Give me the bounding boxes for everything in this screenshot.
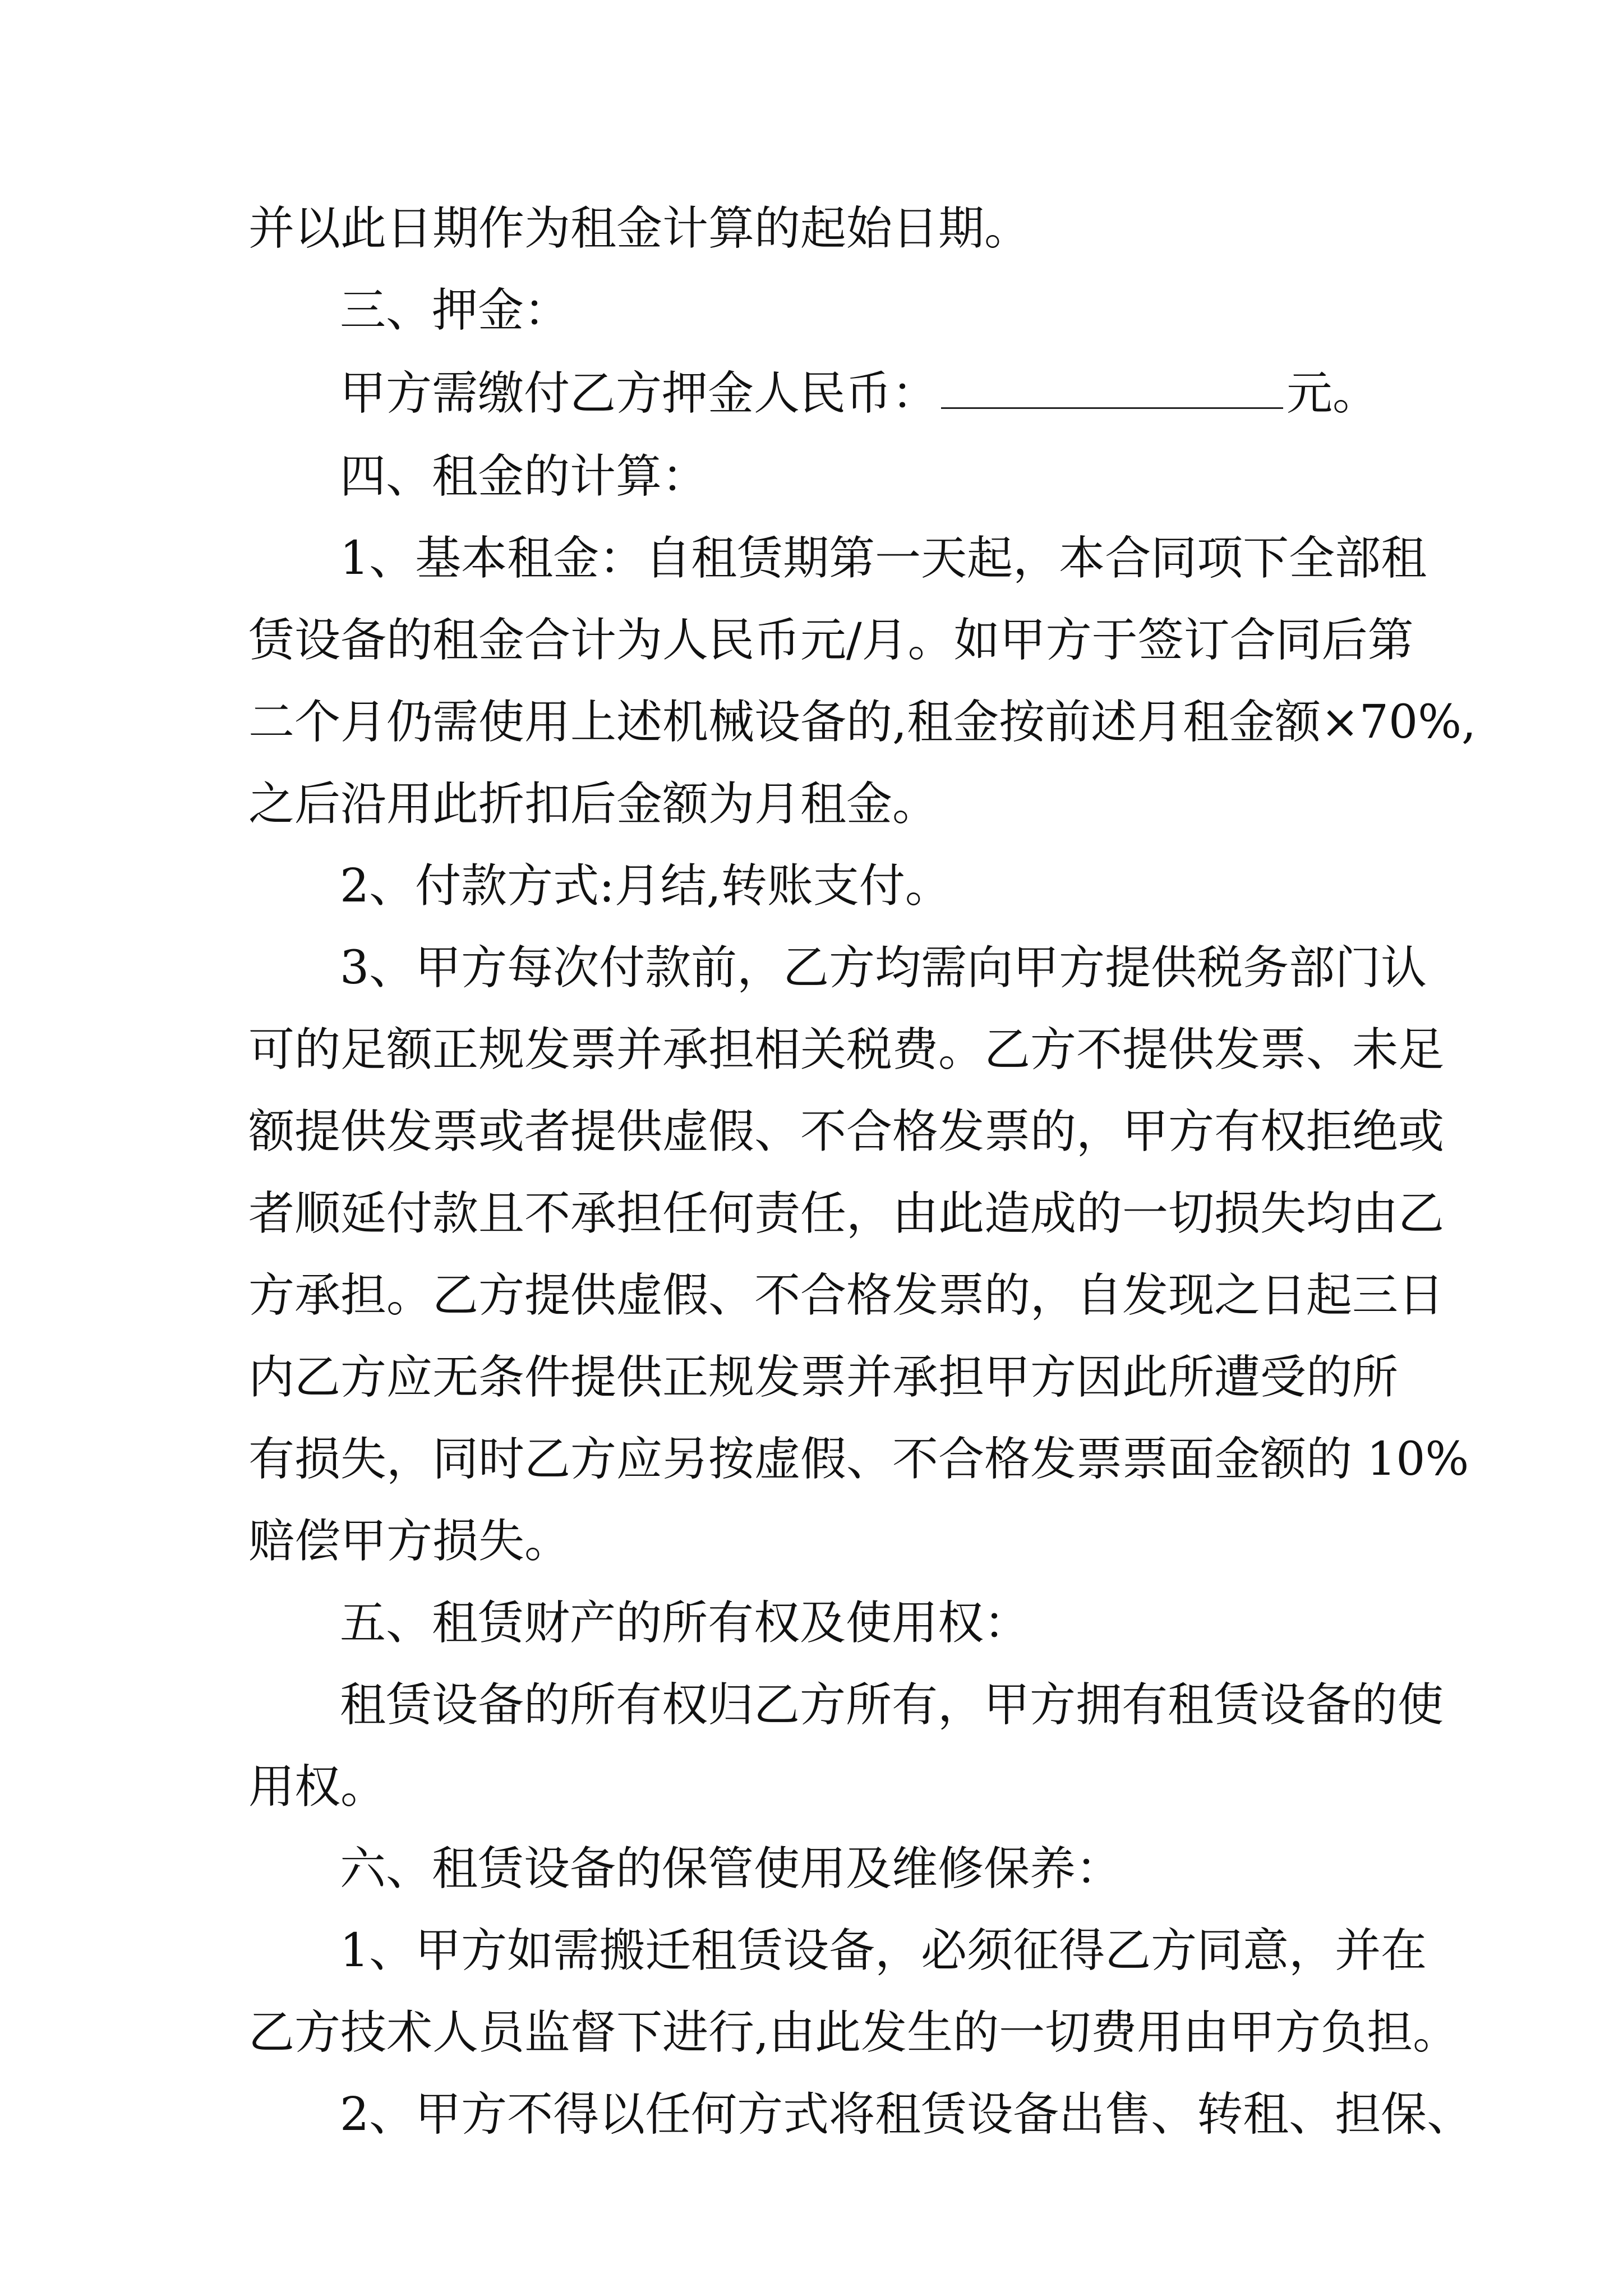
text-line <box>0 765 1623 844</box>
line-text: 方承担。乙方提供虚假、不合格发票的，自发现之日起三日 <box>248 1269 1445 1322</box>
text-line <box>0 1093 1623 1171</box>
line-text: 用权。 <box>248 1760 387 1814</box>
line-text: 赔偿甲方损失。 <box>248 1515 571 1568</box>
section-heading <box>0 438 1623 516</box>
text-line <box>0 2076 1623 2154</box>
text-line <box>0 355 1623 433</box>
heading-maintenance: 六、租赁设备的保管使用及维修保养： <box>340 1842 1122 1895</box>
text-line <box>0 929 1623 1007</box>
text-line <box>0 1666 1623 1745</box>
heading-ownership: 五、租赁财产的所有权及使用权： <box>340 1596 1030 1650</box>
section-heading <box>0 272 1623 350</box>
text-line <box>0 847 1623 926</box>
text-line <box>0 1748 1623 1826</box>
line-text: 3、甲方每次付款前，乙方均需向甲方提供税务部门认 <box>340 941 1427 995</box>
line-text: 乙方技术人员监督下进行,由此发生的一切费用由甲方负担。 <box>248 2006 1459 2059</box>
text-line <box>0 1175 1623 1253</box>
text-line <box>0 1338 1623 1417</box>
line-text: 者顺延付款且不承担任何责任，由此造成的一切损失均由乙 <box>248 1187 1445 1240</box>
text-line <box>0 1502 1623 1581</box>
line-text: 额提供发票或者提供虚假、不合格发票的，甲方有权拒绝或 <box>248 1105 1445 1158</box>
line-text: 可的足额正规发票并承担相关税费。乙方不提供发票、未足 <box>248 1023 1445 1076</box>
text-line <box>0 683 1623 762</box>
heading-rent-calculation: 四、租金的计算： <box>340 450 708 503</box>
text-line <box>0 1257 1623 1335</box>
section-heading <box>0 1830 1623 1908</box>
deposit-label: 甲方需缴付乙方押金人民币： <box>340 367 938 420</box>
text-line <box>0 519 1623 598</box>
line-text: 1、基本租金：自租赁期第一天起，本合同项下全部租 <box>340 532 1427 585</box>
line-text: 1、甲方如需搬迁租赁设备，必须征得乙方同意，并在 <box>340 1924 1427 1977</box>
line-text: 并以此日期作为租金计算的起始日期。 <box>248 202 1031 255</box>
line-text: 二个月仍需使用上述机械设备的,租金按前述月租金额×70%, <box>248 696 1477 749</box>
deposit-unit: 元。 <box>1287 367 1379 420</box>
line-text: 2、付款方式:月结,转账支付。 <box>340 859 951 913</box>
line-text: 之后沿用此折扣后金额为月租金。 <box>248 777 939 831</box>
line-text: 租赁设备的所有权归乙方所有，甲方拥有租赁设备的使 <box>340 1678 1444 1732</box>
section-heading <box>0 1584 1623 1663</box>
heading-deposit: 三、押金： <box>340 284 570 337</box>
line-text: 赁设备的租金合计为人民币元/月。如甲方于签订合同后第 <box>248 614 1414 667</box>
blank-underline <box>941 405 1283 409</box>
text-line <box>0 190 1623 268</box>
text-line <box>0 1420 1623 1499</box>
text-line <box>0 601 1623 680</box>
line-text: 内乙方应无条件提供正规发票并承担甲方因此所遭受的所 <box>248 1351 1399 1404</box>
line-text: 有损失，同时乙方应另按虚假、不合格发票票面金额的 10% <box>248 1433 1469 1486</box>
text-line <box>0 1912 1623 1990</box>
text-line <box>0 1011 1623 1089</box>
text-line <box>0 1994 1623 2072</box>
deposit-amount-line <box>340 355 1378 433</box>
line-text: 2、甲方不得以任何方式将租赁设备出售、转租、担保、 <box>340 2088 1473 2141</box>
